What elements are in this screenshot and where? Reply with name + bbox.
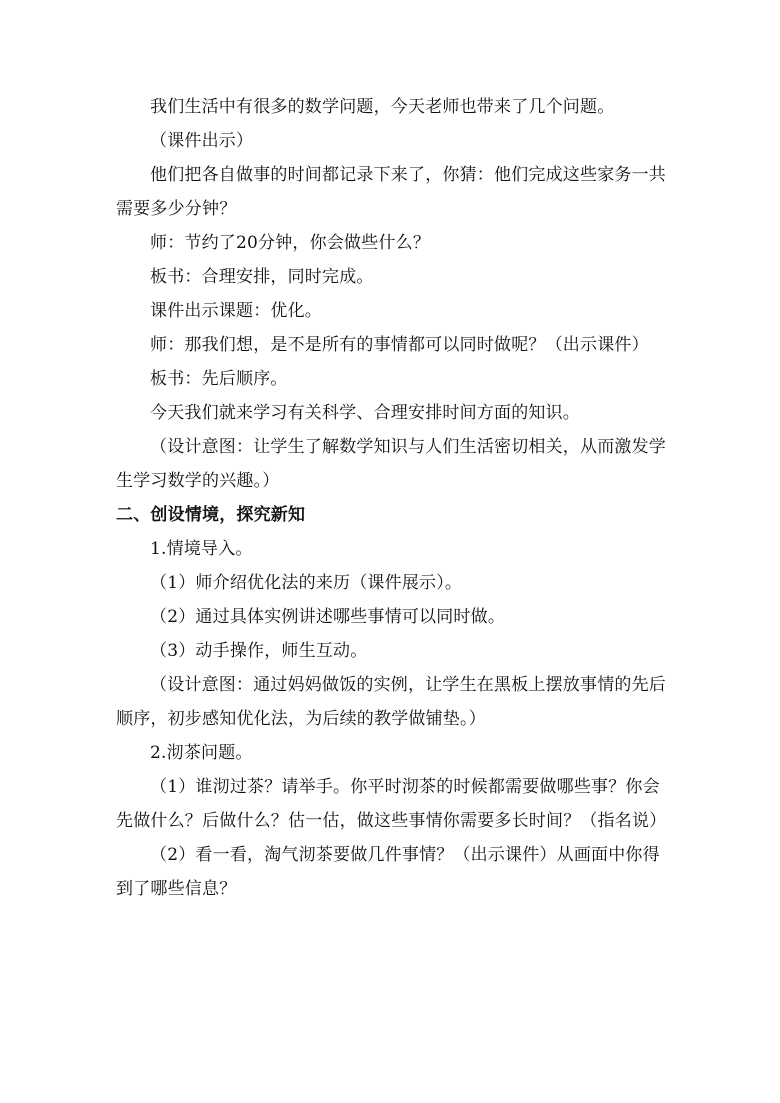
paragraph-teacher-question: 师：那我们想，是不是所有的事情都可以同时做呢？（出示课件） <box>150 335 649 355</box>
paragraph-sub-1: （1）师介绍优化法的来历（课件展示）。 <box>150 573 463 593</box>
paragraph-board-1: 板书：合理安排，同时完成。 <box>150 267 374 287</box>
paragraph-guess: 他们把各自做事的时间都记录下来了，你猜：他们完成这些家务一共需要多少分钟？ <box>116 165 666 219</box>
document-body <box>116 90 666 906</box>
paragraph-board-2: 板书：先后顺序。 <box>150 369 288 389</box>
paragraph-courseware: （课件出示） <box>150 131 254 151</box>
paragraph-teacher-20min: 师：节约了20分钟，你会做些什么？ <box>150 233 431 253</box>
paragraph-sub-2: （2）通过具体实例讲述哪些事情可以同时做。 <box>150 607 506 627</box>
section-heading: 二、创设情境，探究新知 <box>116 505 306 525</box>
paragraph-design-intent-1: （设计意图：让学生了解数学知识与人们生活密切相关，从而激发学生学习数学的兴趣。） <box>116 437 666 491</box>
paragraph-topic: 课件出示课题：优化。 <box>150 301 322 321</box>
paragraph-item-1: 1.情境导入。 <box>150 539 253 559</box>
paragraph-tea-2: （2）看一看，淘气沏茶要做几件事情？（出示课件）从画面中你得到了哪些信息？ <box>116 845 660 899</box>
paragraph-tea-1: （1）谁沏过茶？请举手。你平时沏茶的时候都需要做哪些事？你会先做什么？后做什么？估一估，做这些事情你需要多长时间？（指名说） <box>116 777 667 831</box>
paragraph-design-intent-2: （设计意图：通过妈妈做饭的实例，让学生在黑板上摆放事情的先后顺序，初步感知优化法，为后续的教学做铺垫。） <box>116 675 666 729</box>
paragraph-today: 今天我们就来学习有关科学、合理安排时间方面的知识。 <box>150 403 580 423</box>
paragraph-intro: 我们生活中有很多的数学问题，今天老师也带来了几个问题。 <box>150 97 615 117</box>
paragraph-sub-3: （3）动手操作，师生互动。 <box>150 641 368 661</box>
paragraph-item-2: 2.沏茶问题。 <box>150 743 253 763</box>
